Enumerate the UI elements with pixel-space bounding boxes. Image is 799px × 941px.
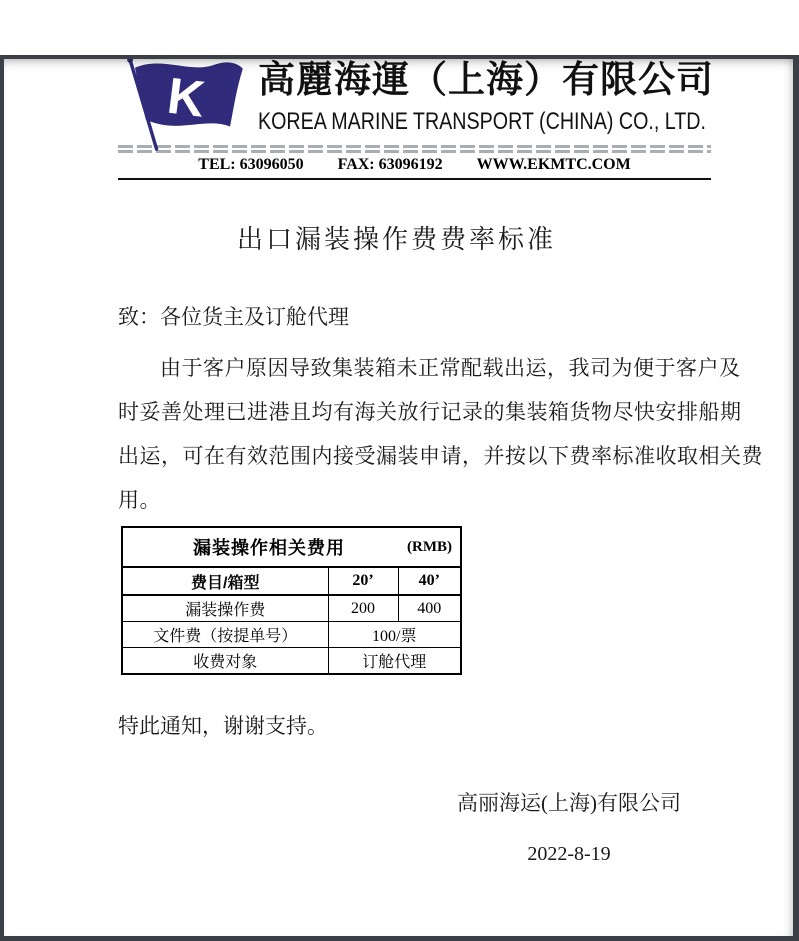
greeting-line: 致：各位货主及订舱代理 [118, 305, 349, 329]
table-header-row [122, 567, 461, 595]
company-names [250, 59, 799, 137]
document-fee-value: 100/票 [328, 622, 461, 648]
kmtc-flag-logo [118, 55, 250, 153]
document-title: 出口漏装操作费费率标准 [236, 225, 556, 254]
col-header-40ft: 40’ [398, 567, 461, 595]
body-paragraph [118, 346, 763, 522]
svg-text:K: K [164, 66, 208, 128]
letterhead [118, 55, 714, 153]
table-row [122, 622, 461, 648]
table-row [122, 595, 461, 622]
signoff-block [457, 789, 681, 867]
signature-company: 高丽海运(上海)有限公司 [457, 791, 681, 815]
table-row [122, 648, 461, 675]
col-header-20ft: 20’ [328, 567, 398, 595]
closing-line: 特此通知，谢谢支持。 [118, 714, 328, 738]
tel-number: TEL: 63096050 [198, 156, 304, 173]
document-page [0, 55, 799, 867]
body-line: 出运，可在有效范围内接受漏装申请，并按以下费率标准收取相关费 [118, 444, 763, 468]
table-title: 漏装操作相关费用 [193, 538, 346, 558]
payer-value: 订舱代理 [328, 648, 461, 675]
col-header-fee-type: 费目/箱型 [122, 567, 328, 595]
header-rule [118, 178, 711, 180]
website: WWW.EKMTC.COM [476, 156, 631, 173]
row-label-operation-fee: 漏装操作费 [122, 595, 328, 622]
operation-fee-40: 400 [398, 595, 461, 622]
body-line: 用。 [118, 488, 161, 512]
fax-number: FAX: 63096192 [337, 156, 443, 173]
company-name-cn: 高麗海運（上海）有限公司 [258, 60, 714, 101]
table-currency: (RMB) [407, 538, 453, 555]
body-line: 时妥善处理已进港且均有海关放行记录的集装箱货物尽快安排船期 [118, 400, 742, 424]
fee-table [121, 526, 462, 675]
row-label-payer: 收费对象 [122, 648, 328, 675]
signature-date: 2022-8-19 [527, 843, 611, 865]
company-name-en: KOREA MARINE TRANSPORT (CHINA) CO., LTD. [258, 108, 706, 135]
row-label-document-fee: 文件费（按提单号） [122, 622, 328, 648]
operation-fee-20: 200 [328, 595, 398, 622]
contact-line [118, 156, 711, 174]
body-line: 由于客户原因导致集装箱未正常配载出运，我司为便于客户及 [160, 356, 741, 380]
table-title-row [122, 527, 461, 567]
